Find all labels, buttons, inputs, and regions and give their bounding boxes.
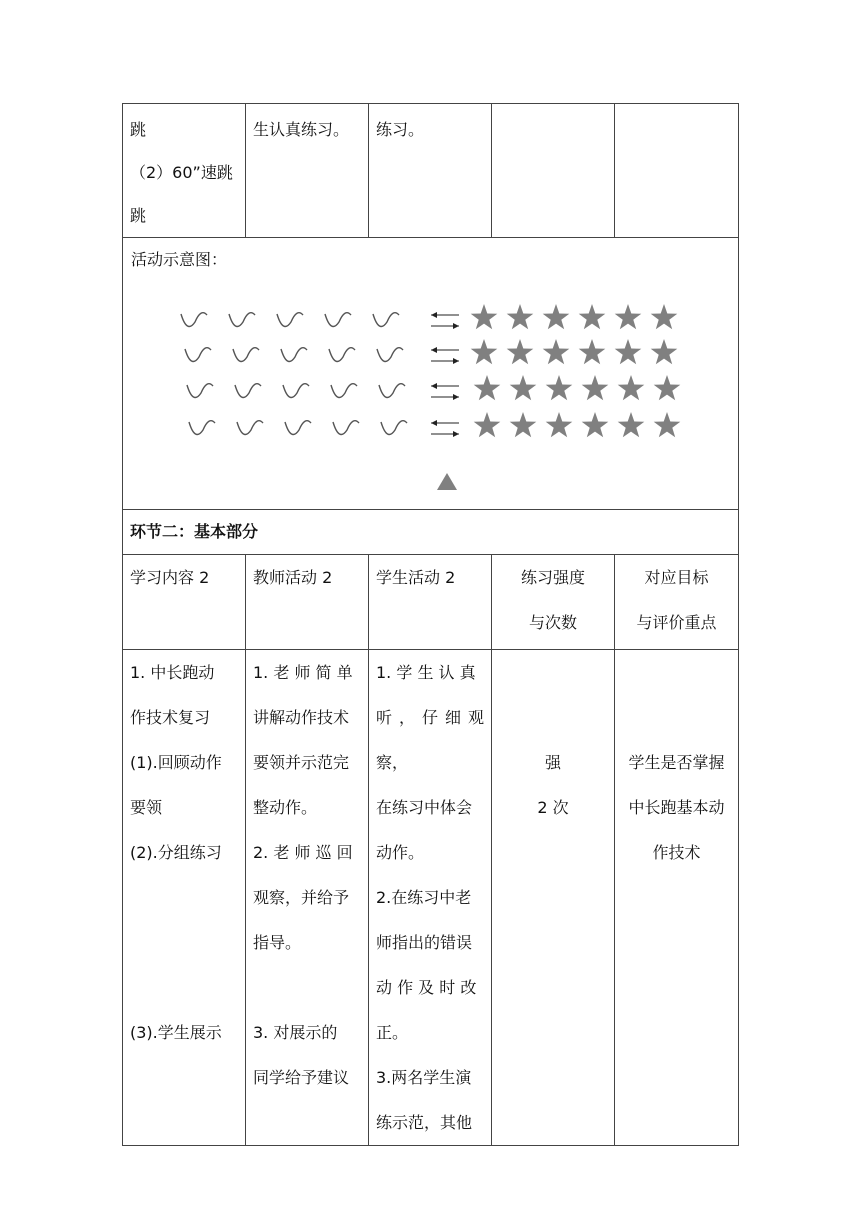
wave-student-icon xyxy=(235,384,261,398)
header-student-cell xyxy=(369,555,492,650)
double-arrow-icon xyxy=(431,347,459,364)
star-icon xyxy=(507,339,534,364)
goal-cell xyxy=(615,650,739,1146)
star-icon xyxy=(579,304,606,329)
goal-text: 学生是否掌握 中长跑基本动 作技术 xyxy=(628,753,725,862)
star-icon xyxy=(579,339,606,364)
wave-student-icon xyxy=(329,348,355,362)
wave-student-icon xyxy=(283,384,309,398)
triangle-teacher-icon xyxy=(437,473,457,490)
header-intensity-cell xyxy=(492,555,615,650)
star-icon xyxy=(543,339,570,364)
header-content-cell xyxy=(123,555,246,650)
header-student: 学生活动 2 xyxy=(376,568,456,587)
star-icon xyxy=(618,375,645,400)
star-icon xyxy=(651,339,678,364)
wave-student-icon xyxy=(181,313,207,327)
star-icon xyxy=(654,375,681,400)
intensity-cell xyxy=(492,650,615,1146)
wave-student-icon xyxy=(331,384,357,398)
teacher-text: 1. 老 师 简 单 讲解动作技术 要领并示范完 整动作。 2. 老 师 巡 回 观察，并给予 指导。 3. 对展示的 同学给予建议 xyxy=(253,663,353,1087)
double-arrow-icon xyxy=(431,420,459,437)
wave-student-icon xyxy=(237,421,263,435)
teacher-cell xyxy=(246,104,369,238)
diagram-row xyxy=(123,238,739,510)
wave-student-icon xyxy=(185,348,211,362)
star-icon xyxy=(582,375,609,400)
table-header-row xyxy=(123,555,739,650)
teacher-cell xyxy=(246,650,369,1146)
teacher-text: 生认真练习。 xyxy=(253,120,350,139)
wave-student-icon xyxy=(277,313,303,327)
wave-student-icon xyxy=(373,313,399,327)
header-teacher: 教师活动 2 xyxy=(253,568,333,587)
star-icon xyxy=(474,412,501,437)
wave-student-icon xyxy=(377,348,403,362)
wave-student-icon xyxy=(189,421,215,435)
wave-student-icon xyxy=(187,384,213,398)
wave-student-icon xyxy=(281,348,307,362)
star-icon xyxy=(510,375,537,400)
star-icon xyxy=(507,304,534,329)
student-cell xyxy=(369,104,492,238)
wave-student-icon xyxy=(333,421,359,435)
star-icon xyxy=(471,339,498,364)
student-text: 练习。 xyxy=(376,120,425,139)
activity-diagram xyxy=(123,238,739,510)
wave-student-icon xyxy=(229,313,255,327)
lesson-plan-table xyxy=(122,103,739,1146)
star-icon xyxy=(615,339,642,364)
content-text: 1. 中长跑动 作技术复习 (1).回顾动作 要领 (2).分组练习 (3).学生展示 xyxy=(130,663,222,1042)
star-icon xyxy=(615,304,642,329)
double-arrow-icon xyxy=(431,312,459,329)
wave-student-icon xyxy=(285,421,311,435)
wave-student-icon xyxy=(381,421,407,435)
header-teacher-cell xyxy=(246,555,369,650)
header-goal: 对应目标 与评价重点 xyxy=(636,568,717,632)
star-icon xyxy=(510,412,537,437)
diagram-cell xyxy=(123,238,739,510)
section-title: 环节二：基本部分 xyxy=(130,522,259,541)
content-cell xyxy=(123,104,246,238)
star-icon xyxy=(543,304,570,329)
star-icon xyxy=(582,412,609,437)
table-row xyxy=(123,650,739,1146)
star-icon xyxy=(546,412,573,437)
table-row xyxy=(123,104,739,238)
wave-student-icon xyxy=(379,384,405,398)
header-content: 学习内容 2 xyxy=(130,568,210,587)
diagram-label: 活动示意图： xyxy=(131,250,228,269)
header-intensity: 练习强度 与次数 xyxy=(520,568,585,632)
wave-student-icon xyxy=(233,348,259,362)
section-cell xyxy=(123,510,739,555)
star-icon xyxy=(618,412,645,437)
star-icon xyxy=(471,304,498,329)
star-icon xyxy=(474,375,501,400)
student-text: 1. 学 生 认 真 听，仔细观察， 在练习中体会 动作。 2.在练习中老 师指出的错误 动 作 及 时 改 正。 3.两名学生演 练示范，其他 xyxy=(376,663,484,1132)
star-icon xyxy=(651,304,678,329)
star-icon xyxy=(654,412,681,437)
intensity-cell xyxy=(492,104,615,238)
goal-cell xyxy=(615,104,739,238)
student-cell xyxy=(369,650,492,1146)
wave-student-icon xyxy=(325,313,351,327)
section-row xyxy=(123,510,739,555)
content-text: 跳 （2）60”速跳 跳 xyxy=(130,120,233,225)
double-arrow-icon xyxy=(431,383,459,400)
intensity-text: 强 2 次 xyxy=(537,753,569,817)
header-goal-cell xyxy=(615,555,739,650)
content-cell xyxy=(123,650,246,1146)
star-icon xyxy=(546,375,573,400)
